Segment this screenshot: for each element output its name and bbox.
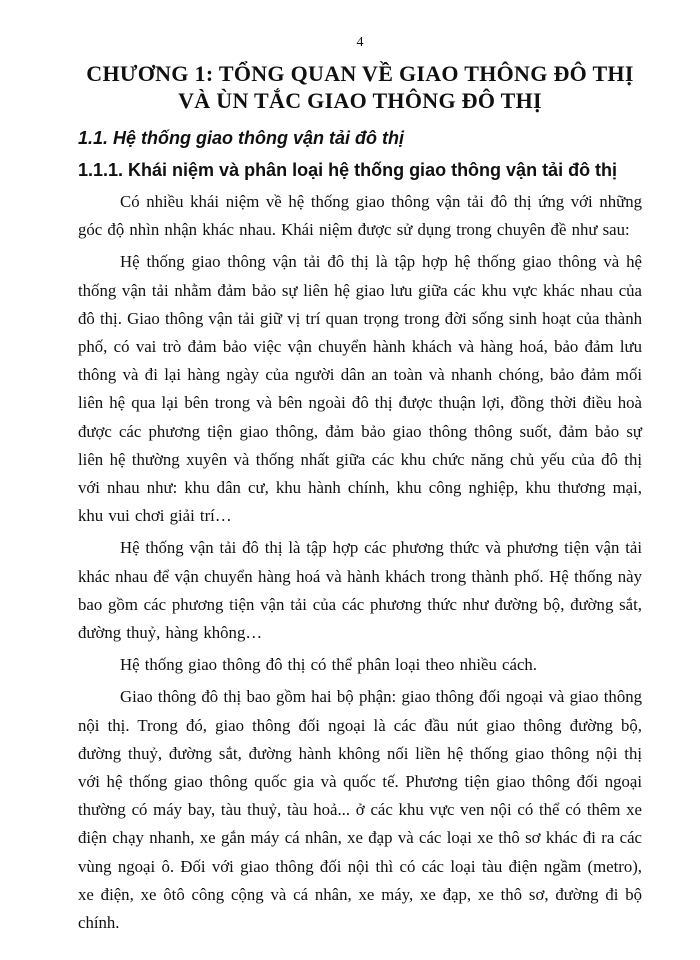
section-heading-1-1: 1.1. Hệ thống giao thông vận tải đô thị <box>78 128 404 148</box>
chapter-title <box>78 60 642 114</box>
paragraph-definition-intro: Có nhiều khái niệm về hệ thống giao thông vận tải đô thị ứng với những góc độ nhìn nhận khác nhau. Khái niệm được sử dụng trong chuyên đề như sau: <box>78 192 642 240</box>
chapter-title-line-1: CHƯƠNG 1: TỔNG QUAN VỀ GIAO THÔNG ĐÔ THỊ <box>86 61 634 86</box>
page-number: 4 <box>356 35 364 50</box>
paragraph-vehicle-system-definition: Hệ thống vận tải đô thị là tập hợp các phương thức và phương tiện vận tải khác nhau để vận chuyển hàng hoá và hành khách trong thành phố. Hệ thống này bao gồm các phương tiện vận tải của các phương thức như đường bộ, đường sắt, đường thuỷ, hàng không… <box>78 538 642 643</box>
paragraph-classification-intro: Hệ thống giao thông đô thị có thể phân loại theo nhiều cách. <box>120 655 537 675</box>
subsection-heading-1-1-1: 1.1.1. Khái niệm và phân loại hệ thống giao thông vận tải đô thị <box>78 160 618 180</box>
paragraph-transport-system-definition: Hệ thống giao thông vận tải đô thị là tập hợp hệ thống giao thông và hệ thống vận tải nhằm đảm bảo sự liên hệ giao lưu giữa các khu vực khác nhau của đô thị. Giao thông vận tải giữ vị trí quan trọng trong đời sống sinh hoạt của thành phố, có vai trò đảm bảo việc vận chuyển hành khách và hàng hoá, bảo đảm lưu thông và đi lại hàng ngày của người dân an toàn và nhanh chóng, bảo đảm mối liên hệ qua lại bên trong và bên ngoài đô thị được thuận lợi, đồng thời điều hoà được các phương tiện giao thông, đảm bảo giao thông thông suốt, đảm bảo sự liên hệ thường xuyên và thống nhất giữa các khu chức năng chủ yếu của đô thị với nhau như: khu dân cư, khu hành chính, khu công nghiệp, khu thương mại, khu vui chơi giải trí… <box>78 252 642 526</box>
paragraph-external-internal-traffic: Giao thông đô thị bao gồm hai bộ phận: giao thông đối ngoại và giao thông nội thị. Trong đó, giao thông đối ngoại là các đầu nút giao thông đường bộ, đường thuỷ, đường sắt, đường hành không nối liền hệ thống giao thông nội thị với hệ thống giao thông quốc gia và quốc tế. Phương tiện giao thông đối ngoại thường có máy bay, tàu thuỷ, tàu hoả... ở các khu vực ven nội có thể có thêm xe điện chạy nhanh, xe gắn máy cá nhân, xe đạp và các loại xe thô sơ khác đi ra các vùng ngoại ô. Đối với giao thông đối nội thì có các loại tàu điện ngầm (metro), xe điện, xe ôtô công cộng và cá nhân, xe máy, xe đạp, xe thô sơ, đường đi bộ chính. <box>78 687 642 933</box>
chapter-title-line-2: VÀ ÙN TẮC GIAO THÔNG ĐÔ THỊ <box>178 88 542 113</box>
